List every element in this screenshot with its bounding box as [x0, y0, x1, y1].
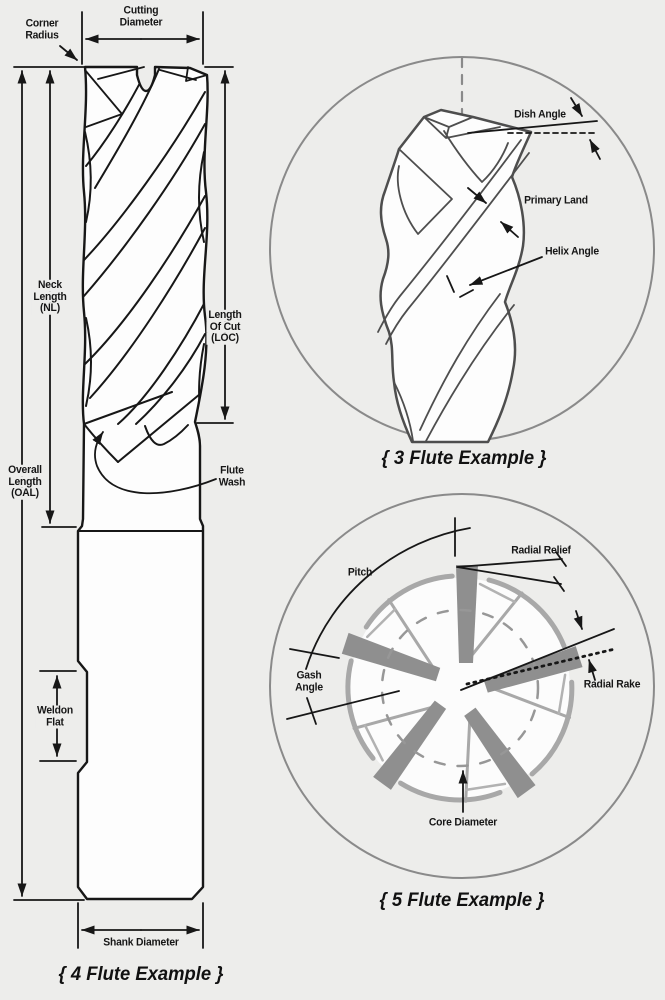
label-radial-rake: Radial Rake	[583, 678, 641, 691]
label-helix-angle: Helix Angle	[545, 245, 599, 258]
label-primary-land: Primary Land	[524, 194, 588, 207]
dish-angle-arrow-bottom	[590, 140, 600, 159]
label-shank-diameter: Shank Diameter	[103, 936, 179, 949]
label-radial-relief: Radial Relief	[511, 544, 571, 557]
label-cutting-diameter: Cutting Diameter	[119, 4, 163, 28]
radial-relief-ticks	[554, 552, 566, 591]
caption-3-flute-example: { 3 Flute Example }	[381, 448, 547, 469]
label-gash-angle: Gash Angle	[295, 669, 323, 693]
three-flute-sketch	[378, 110, 531, 442]
label-corner-radius: Corner Radius	[25, 17, 59, 41]
label-pitch: Pitch	[347, 566, 373, 579]
five-flute-cutter	[304, 551, 610, 849]
three-flute-silhouette	[381, 110, 531, 442]
corner-radius-leader-arrow	[60, 46, 77, 60]
end-mill-side-view	[14, 12, 233, 948]
tool-body-outline	[78, 67, 208, 899]
label-weldon-flat: Weldon Flat	[36, 704, 74, 728]
gash-angle-line-upper	[290, 649, 339, 658]
caption-5-flute-example: { 5 Flute Example }	[379, 890, 545, 911]
label-dish-angle: Dish Angle	[514, 108, 566, 121]
label-overall-length: Overall Length (OAL)	[8, 463, 42, 499]
caption-4-flute-example: { 4 Flute Example }	[58, 964, 224, 985]
label-core-diameter: Core Diameter	[428, 816, 498, 829]
label-flute-wash: Flute Wash	[218, 464, 246, 488]
radial-rake-arrow-down	[576, 611, 582, 629]
radial-rake-arrow-up	[589, 660, 595, 680]
gash-angle-tick	[307, 698, 316, 724]
label-neck-length: Neck Length (NL)	[33, 278, 67, 314]
dish-angle-arrow-top	[571, 98, 582, 116]
label-length-of-cut: Length Of Cut (LOC)	[208, 308, 242, 344]
